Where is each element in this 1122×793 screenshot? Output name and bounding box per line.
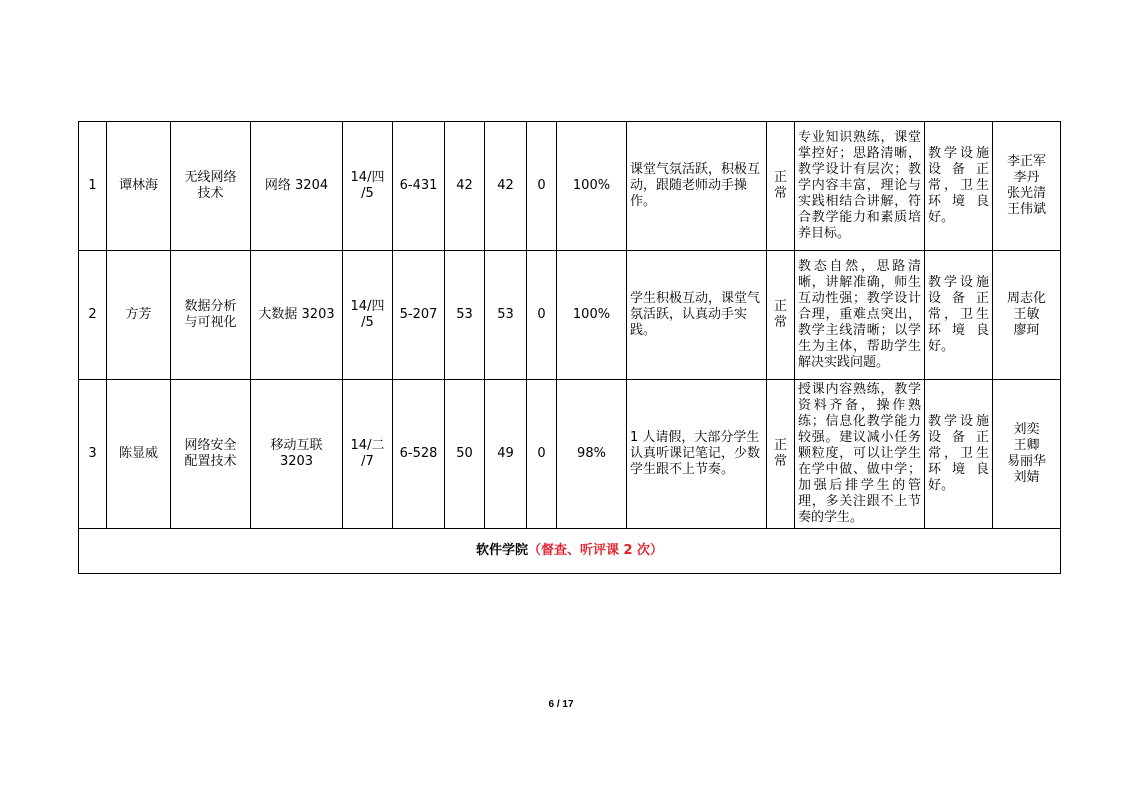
expected-count: 53 (445, 251, 485, 380)
teacher-name: 谭林海 (107, 122, 171, 251)
teacher-name: 陈显威 (107, 380, 171, 529)
table-row (79, 122, 1061, 251)
attendance-rate: 98% (557, 380, 627, 529)
inspector-names: 周志化 王敏 廖珂 (993, 251, 1061, 380)
expected-count: 50 (445, 380, 485, 529)
teacher-name: 方芳 (107, 251, 171, 380)
status-text: 正常 (774, 170, 788, 201)
section-title: 软件学院 (475, 543, 528, 558)
class-name: 网络 3204 (251, 122, 343, 251)
teaching-evaluation: 授课内容熟练，教学资料齐备，操作熟练；信息化教学能力较强。建议减小任务颗粒度，可以让学生在学中做、做中学；加强后排学生的管理，多关注跟不上节奏的学生。 (795, 380, 925, 529)
classroom: 6-431 (393, 122, 445, 251)
facility-evaluation: 教学设施设备正常，卫生环境良好。 (925, 251, 993, 380)
table-row (79, 380, 1061, 529)
teaching-evaluation: 专业知识熟练，课堂掌控好；思路清晰，教学设计有层次；教学内容丰富，理论与实践相结合讲解，符合教学能力和素质培养目标。 (795, 122, 925, 251)
inspector-names: 刘奕 王卿 易丽华 刘婧 (993, 380, 1061, 529)
student-evaluation: 课堂气氛活跃，积极互动，跟随老师动手操作。 (627, 122, 767, 251)
actual-count: 49 (485, 380, 527, 529)
course-name: 网络安全 配置技术 (171, 380, 251, 529)
section-header-row (79, 529, 1061, 574)
actual-count: 53 (485, 251, 527, 380)
classroom: 5-207 (393, 251, 445, 380)
student-evaluation: 1 人请假，大部分学生认真听课记笔记，少数学生跟不上节奏。 (627, 380, 767, 529)
attendance-rate: 100% (557, 122, 627, 251)
absent-count: 0 (527, 251, 557, 380)
week-day: 14/四 /5 (343, 122, 393, 251)
week-day: 14/二 /7 (343, 380, 393, 529)
student-evaluation: 学生积极互动，课堂气氛活跃，认真动手实践。 (627, 251, 767, 380)
attendance-rate: 100% (557, 251, 627, 380)
inspection-table (78, 121, 1061, 574)
facility-evaluation: 教学设施设备正常，卫生环境良好。 (925, 122, 993, 251)
week-day: 14/四 /5 (343, 251, 393, 380)
status-text: 正常 (774, 299, 788, 330)
facility-evaluation: 教学设施设备正常，卫生环境良好。 (925, 380, 993, 529)
page-number: 6 / 17 (548, 699, 574, 710)
inspector-names: 李正军 李丹 张光清 王伟斌 (993, 122, 1061, 251)
course-name: 数据分析 与可视化 (171, 251, 251, 380)
classroom: 6-528 (393, 380, 445, 529)
course-name: 无线网络 技术 (171, 122, 251, 251)
section-note: （督查、听评课 2 次） (527, 543, 664, 558)
row-number: 2 (79, 251, 107, 380)
class-name: 移动互联 3203 (251, 380, 343, 529)
row-number: 1 (79, 122, 107, 251)
teaching-evaluation: 教态自然，思路清晰，讲解准确，师生互动性强；教学设计合理，重难点突出，教学主线清晰；以学生为主体，帮助学生解决实践问题。 (795, 251, 925, 380)
absent-count: 0 (527, 380, 557, 529)
section-header (79, 529, 1061, 574)
actual-count: 42 (485, 122, 527, 251)
absent-count: 0 (527, 122, 557, 251)
expected-count: 42 (445, 122, 485, 251)
row-number: 3 (79, 380, 107, 529)
class-name: 大数据 3203 (251, 251, 343, 380)
table-row (79, 251, 1061, 380)
status-text: 正常 (774, 438, 788, 469)
